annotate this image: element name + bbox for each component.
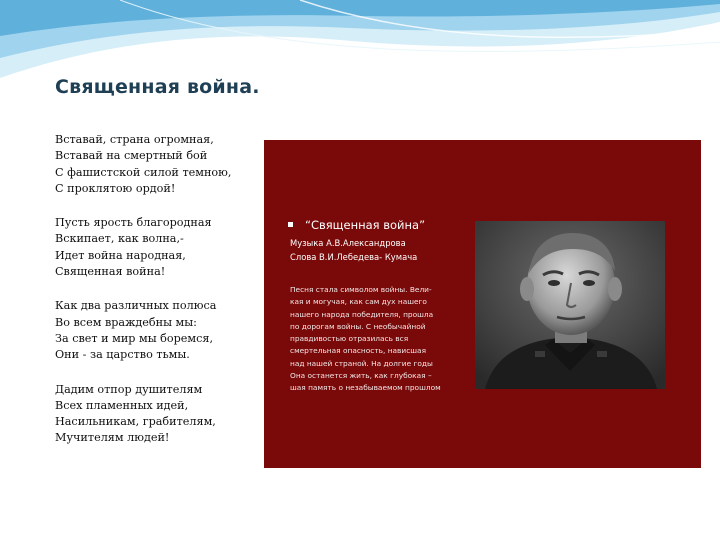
square-bullet-icon (288, 222, 293, 227)
lyrics-stanza (55, 215, 260, 280)
description-line: Она останется жить, как глубокая – (290, 371, 432, 381)
description-line: шая память о незабываемом прошлом (290, 383, 441, 393)
lyric-line: Пусть ярость благородная (55, 216, 212, 230)
lyric-line: Дадим отпор душителям (55, 382, 203, 396)
lyrics-stanza (55, 132, 260, 197)
description-line: правдивостью отразилась вся (290, 334, 409, 344)
description-line: над нашей страной. На долгие годы (290, 358, 433, 368)
description-line: смертельная опасность, нависшая (290, 346, 427, 356)
song-heading (286, 218, 471, 232)
description-line: кая и могучая, как сам дух нашего (290, 297, 427, 307)
song-info-text (286, 218, 471, 395)
lyric-line: Они - за царство тьмы. (55, 348, 190, 362)
song-lyrics (55, 132, 260, 465)
slide-title: Священная война. (55, 76, 260, 98)
portrait-photo (475, 221, 665, 389)
description-line: нашего народа победителя, прошла (290, 309, 434, 319)
lyric-line: Вставай на смертный бой (55, 149, 208, 163)
composer-portrait (475, 221, 665, 389)
lyric-line: Как два различных полюса (55, 299, 217, 313)
lyrics-stanza (55, 298, 260, 363)
description-line: Песня стала символом войны. Вели- (290, 285, 432, 294)
lyric-line: Священная война! (55, 265, 166, 279)
lyrics-credit: Слова В.И.Лебедева- Кумача (290, 252, 418, 262)
lyric-line: Насильникам, грабителям, (55, 415, 216, 429)
lyric-line: Вскипает, как волна,- (55, 232, 184, 246)
music-credit: Музыка А.В.Александрова (290, 238, 406, 248)
lyric-line: Идет война народная, (55, 248, 186, 262)
description-line: по дорогам войны. С необычайной (290, 321, 426, 331)
song-description (290, 284, 471, 395)
song-heading-text: “Священная война” (305, 218, 426, 232)
lyric-line: С фашистской силой темною, (55, 165, 232, 179)
lyric-line: С проклятою ордой! (55, 181, 176, 195)
lyric-line: Во всем враждебны мы: (55, 315, 197, 329)
lyric-line: Мучителям людей! (55, 431, 170, 445)
lyric-line: За свет и мир мы боремся, (55, 331, 214, 345)
lyrics-stanza (55, 382, 260, 447)
lyric-line: Всех пламенных идей, (55, 398, 189, 412)
lyric-line: Вставай, страна огромная, (55, 133, 214, 146)
song-info-panel (264, 140, 701, 468)
